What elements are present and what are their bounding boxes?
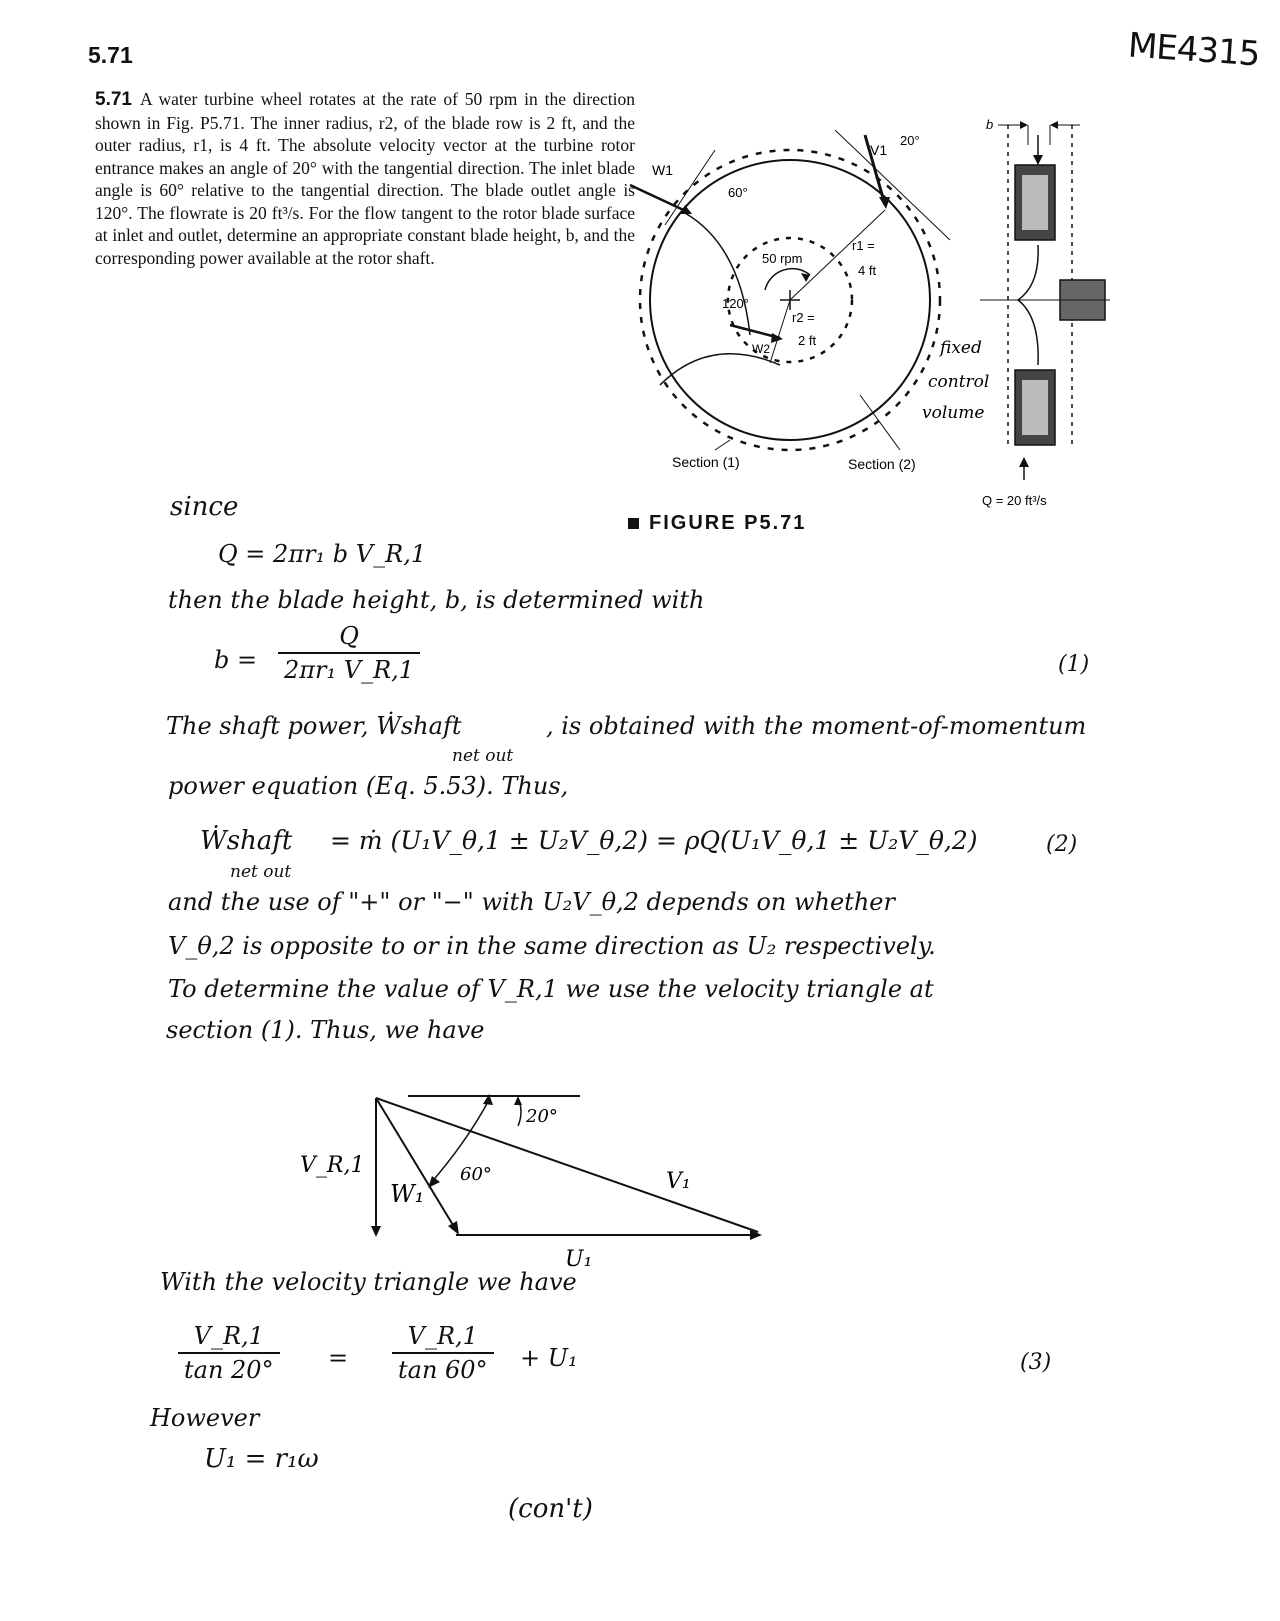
eq1-lhs: b = (214, 646, 258, 674)
shaft-power-line-a: The shaft power, Ẇshaft (166, 712, 462, 740)
eq3-numerator-2: V_R,1 (392, 1322, 494, 1354)
eq3-number: (3) (1020, 1350, 1052, 1375)
label-rpm: 50 rpm (762, 251, 803, 266)
since-word: since (170, 492, 239, 522)
label-cv-control: control (928, 372, 990, 392)
label-r2: r2 = (792, 310, 815, 325)
figure-caption-text: FIGURE P5.71 (649, 512, 807, 534)
eq1-number: (1) (1058, 652, 1090, 677)
w1-arrow (630, 185, 690, 213)
label-r2-value: 2 ft (798, 333, 817, 348)
u1-equation: U₁ = r₁ω (204, 1444, 319, 1474)
eq-q: Q = 2πr₁ b V_R,1 (218, 540, 427, 568)
paragraph-line-1: and the use of "+" or "−" with U₂V_θ,2 depends on whether (168, 888, 895, 916)
eq3-denominator-2: tan 60° (398, 1356, 488, 1384)
power-equation-line: power equation (Eq. 5.53). Thus, (168, 772, 569, 800)
eq3-plus-u1: + U₁ (520, 1344, 578, 1372)
label-cv-volume: volume (922, 403, 985, 423)
eq2-subscript: net out (230, 862, 292, 882)
label-flow: Q = 20 ft³/s (982, 493, 1047, 508)
label-v1: V1 (870, 142, 888, 158)
label-section-1: Section (1) (672, 454, 740, 470)
eq1-numerator: Q (278, 622, 420, 654)
figure-caption (628, 512, 806, 535)
label-angle-120: 120° (722, 296, 749, 311)
caption-square-icon (628, 518, 639, 529)
turbine-figure (620, 95, 1110, 515)
label-angle-60: 60° (460, 1164, 492, 1185)
label-r1-value: 4 ft (858, 263, 877, 278)
label-w1: W₁ (390, 1180, 425, 1208)
problem-statement (95, 88, 635, 269)
paragraph-line-2: V_θ,2 is opposite to or in the same direction as U₂ respectively. (168, 932, 936, 960)
shaft-power-line-b: , is obtained with the moment-of-momentum (546, 712, 1087, 740)
paragraph-line-4: section (1). Thus, we have (166, 1016, 485, 1044)
label-angle-60: 60° (728, 185, 748, 200)
label-section-2: Section (2) (848, 456, 916, 472)
label-angle-20: 20° (526, 1106, 558, 1127)
label-vr1: V_R,1 (300, 1153, 365, 1178)
shaft-power-subscript: net out (452, 746, 514, 766)
velocity-triangle (290, 1080, 790, 1270)
v1-vector (376, 1098, 758, 1232)
eq2-number: (2) (1046, 832, 1078, 857)
eq3-fraction-2 (392, 1322, 494, 1384)
problem-id: 5.71 (88, 42, 133, 68)
eq1-denominator: 2πr₁ V_R,1 (284, 656, 415, 684)
with-triangle-line: With the velocity triangle we have (160, 1268, 577, 1296)
eq2-lhs: Ẇshaft (200, 826, 293, 856)
eq3-fraction-1 (178, 1322, 280, 1384)
continued-note: (con't) (508, 1494, 593, 1524)
eq3-equals: = (328, 1344, 349, 1372)
blade-curve-1 (685, 213, 750, 335)
blade-curve-2 (660, 354, 780, 385)
label-v1: V₁ (666, 1169, 691, 1194)
blade-height-line: then the blade height, b, is determined with (168, 586, 705, 614)
label-cv-fixed: fixed (940, 338, 982, 358)
however-word: However (150, 1404, 260, 1432)
eq2-rhs: = ṁ (U₁V_θ,1 ± U₂V_θ,2) = ρQ(U₁V_θ,1 ± U₂V_θ,2) (330, 826, 978, 855)
problem-number: 5.71 (95, 89, 132, 110)
label-r1: r1 = (852, 238, 875, 253)
label-b: b (986, 117, 994, 132)
paragraph-line-3: To determine the value of V_R,1 we use the velocity triangle at (168, 975, 934, 1003)
problem-text: A water turbine wheel rotates at the rate of 50 rpm in the direction shown in Fig. P5.71. The inner radius, r2, of the blade row is 2 ft, and the outer radius, r1, is 4 ft. The absolute velocity vector at the turbine rotor entrance makes an angle of 20° with the tangential direction. The inlet blade angle is 60° relative to the tangential direction. The blade outlet angle is 120°. The flowrate is 20 ft³/s. For the flow tangent to the rotor blade surface at inlet and outlet, determine an appropriate constant blade height, b, and the corresponding power available at the rotor shaft. (95, 89, 635, 268)
label-w2: W2 (752, 342, 770, 356)
w1-vector (376, 1098, 456, 1230)
label-angle-20: 20° (900, 133, 920, 148)
course-tag: ME4315 (1126, 25, 1261, 75)
label-w1: W1 (652, 162, 673, 178)
label-u1: U₁ (565, 1247, 593, 1270)
eq3-numerator-1: V_R,1 (178, 1322, 280, 1354)
eq1-fraction (278, 622, 420, 684)
eq3-denominator-1: tan 20° (184, 1356, 274, 1384)
